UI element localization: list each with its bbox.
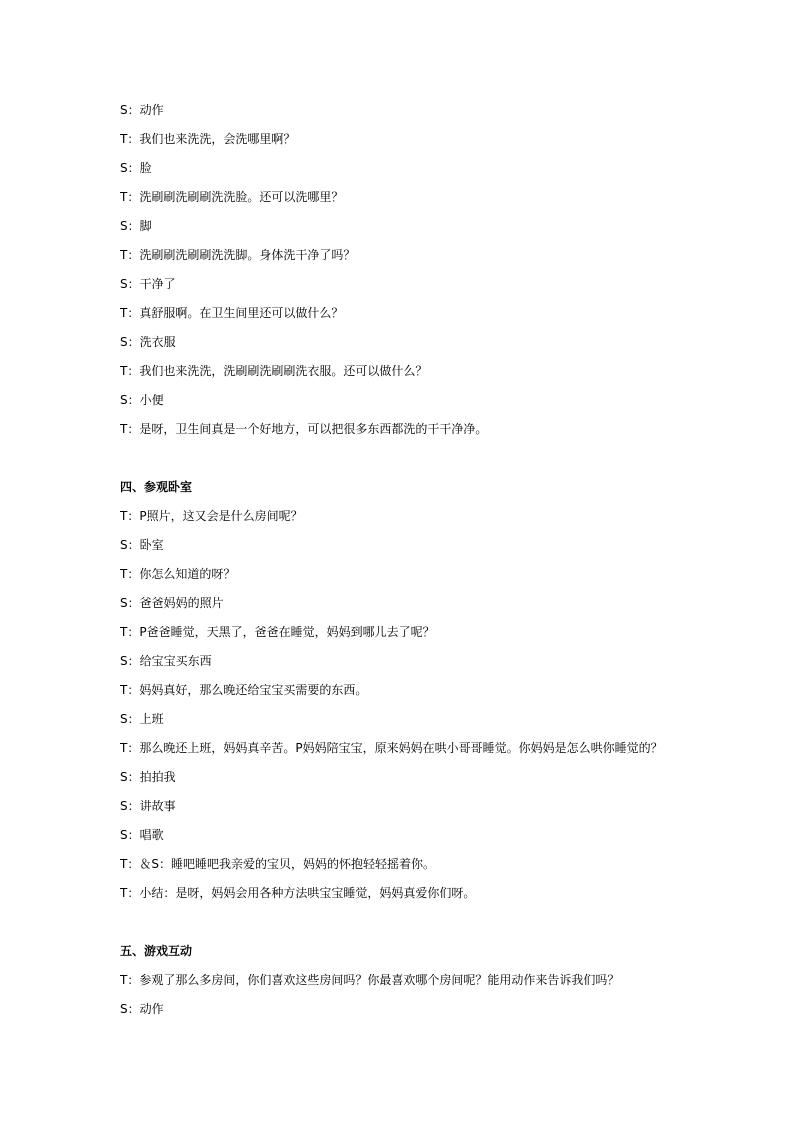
dialogue-line: S：卧室 bbox=[120, 538, 164, 552]
document-body bbox=[120, 100, 680, 1028]
dialogue-line: T：我们也来洗洗，会洗哪里啊？ bbox=[120, 132, 296, 146]
dialogue-line: S：脚 bbox=[120, 219, 152, 233]
dialogue-line: S：小便 bbox=[120, 393, 164, 407]
dialogue-line: T：我们也来洗洗，洗刷刷洗刷刷洗衣服。还可以做什么？ bbox=[120, 364, 428, 378]
dialogue-line: T：P爸爸睡觉，天黑了，爸爸在睡觉，妈妈到哪儿去了呢？ bbox=[120, 625, 435, 639]
dialogue-line: T：小结：是呀，妈妈会用各种方法哄宝宝睡觉，妈妈真爱你们呀。 bbox=[120, 886, 476, 900]
dialogue-line: S：讲故事 bbox=[120, 799, 176, 813]
dialogue-line: S：动作 bbox=[120, 103, 164, 117]
section-bathroom-dialogue bbox=[120, 100, 680, 448]
section-spacer bbox=[120, 912, 680, 941]
dialogue-line: T：那么晚还上班，妈妈真辛苦。P妈妈陪宝宝，原来妈妈在哄小哥哥睡觉。你妈妈是怎么哄你睡觉的？ bbox=[120, 741, 663, 755]
dialogue-line: S：脸 bbox=[120, 161, 152, 175]
dialogue-line: S：动作 bbox=[120, 1002, 164, 1016]
section-spacer bbox=[120, 448, 680, 477]
dialogue-line: T：洗刷刷洗刷刷洗洗脚。身体洗干净了吗？ bbox=[120, 248, 356, 262]
dialogue-line: T：P照片，这又会是什么房间呢？ bbox=[120, 509, 303, 523]
section-game-interaction bbox=[120, 941, 680, 1028]
dialogue-line: S：给宝宝买东西 bbox=[120, 654, 212, 668]
section-heading: 五、游戏互动 bbox=[120, 944, 193, 958]
dialogue-line: S：爸爸妈妈的照片 bbox=[120, 596, 224, 610]
dialogue-line: S：干净了 bbox=[120, 277, 176, 291]
section-bedroom bbox=[120, 477, 680, 912]
dialogue-line: T：参观了那么多房间，你们喜欢这些房间吗？你最喜欢哪个房间呢？能用动作来告诉我们吗？ bbox=[120, 973, 620, 987]
section-heading: 四、参观卧室 bbox=[120, 480, 193, 494]
dialogue-line: S：上班 bbox=[120, 712, 164, 726]
dialogue-line: S：洗衣服 bbox=[120, 335, 176, 349]
dialogue-line: T：洗刷刷洗刷刷洗洗脸。还可以洗哪里？ bbox=[120, 190, 344, 204]
dialogue-line: T：真舒服啊。在卫生间里还可以做什么？ bbox=[120, 306, 344, 320]
dialogue-line: T：你怎么知道的呀？ bbox=[120, 567, 236, 581]
dialogue-line: T：＆S：睡吧睡吧我亲爱的宝贝，妈妈的怀抱轻轻摇着你。 bbox=[120, 857, 435, 871]
dialogue-line: S：唱歌 bbox=[120, 828, 164, 842]
dialogue-line: T：妈妈真好，那么晚还给宝宝买需要的东西。 bbox=[120, 683, 368, 697]
dialogue-line: S：拍拍我 bbox=[120, 770, 176, 784]
dialogue-line: T：是呀，卫生间真是一个好地方，可以把很多东西都洗的干干净净。 bbox=[120, 422, 488, 436]
